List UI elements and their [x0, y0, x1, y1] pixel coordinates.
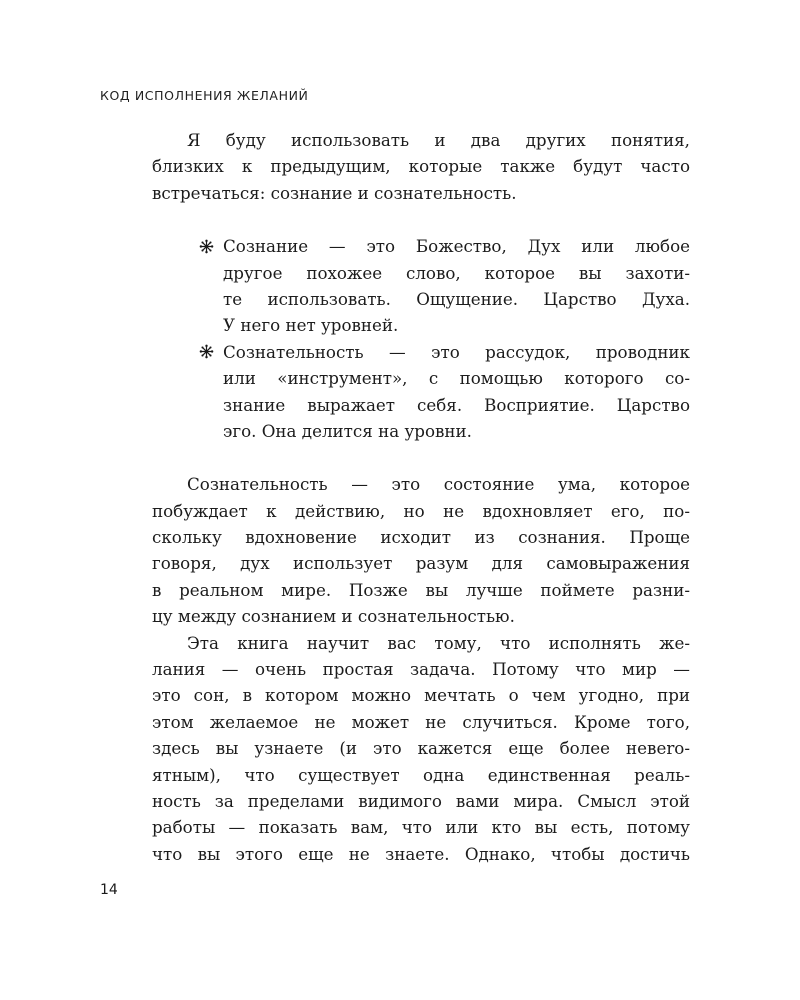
text-line: цу между сознанием и сознательностью. — [152, 606, 515, 627]
bullet-item-consciousness — [152, 233, 690, 339]
paragraph-consciousness-definition — [152, 471, 690, 629]
text-line: или «инструмент», с помощью которого со- — [223, 368, 690, 389]
text-line: побуждает к действию, но не вдохновляет его, по- — [152, 500, 690, 521]
paragraph-book-purpose — [152, 630, 690, 868]
text-line: этом желаемое не может не случиться. Кроме того, — [152, 711, 690, 732]
text-line: знание выражает себя. Восприятие. Царство — [223, 394, 690, 415]
text-line: говоря, дух использует разум для самовыражения — [152, 553, 690, 574]
running-head-title: КОД ИСПОЛНЕНИЯ ЖЕЛАНИЙ — [100, 88, 309, 103]
text-line: эго. Она делится на уровни. — [223, 420, 472, 441]
text-line: У него нет уровней. — [223, 315, 399, 336]
asterisk-flower-icon — [196, 233, 216, 259]
text-line: что вы этого еще не знаете. Однако, чтобы достичь — [152, 843, 690, 864]
paragraph-intro — [152, 127, 690, 206]
text-line: встречаться: сознание и сознательность. — [152, 182, 517, 203]
text-line: скольку вдохновение исходит из сознания. Проще — [152, 527, 690, 548]
text-line: другое похожее слово, которое вы захоти- — [223, 262, 690, 283]
text-line: работы — показать вам, что или кто вы есть, потому — [152, 817, 690, 838]
bullet-list — [152, 233, 690, 444]
text-line: Сознание — это Божество, Дух или любое — [223, 236, 690, 257]
text-line: Я буду использовать и два других понятия, — [187, 130, 690, 150]
text-line: близких к предыдущим, которые также будут часто — [152, 156, 690, 177]
text-line: Сознательность — это состояние ума, которое — [187, 474, 690, 495]
bullet-item-awareness — [152, 339, 690, 445]
page-number: 14 — [100, 882, 118, 898]
text-line: лания — очень простая задача. Потому что мир — — [152, 659, 690, 680]
page-body-text — [152, 127, 690, 867]
asterisk-flower-icon — [196, 339, 216, 365]
text-line: ность за пределами видимого вами мира. Смысл этой — [152, 790, 690, 811]
text-line: Эта книга научит вас тому, что исполнять же- — [187, 632, 690, 653]
text-line: в реальном мире. Позже вы лучше поймете разни- — [152, 579, 690, 600]
text-line: те использовать. Ощущение. Царство Духа. — [223, 288, 690, 309]
text-line: здесь вы узнаете (и это кажется еще более невero- — [152, 738, 690, 759]
text-line: Сознательность — это рассудок, проводник — [223, 341, 690, 362]
text-line: ятным), что существует одна единственная реаль- — [152, 764, 690, 785]
text-line: это сон, в котором можно мечтать о чем угодно, при — [152, 685, 690, 706]
